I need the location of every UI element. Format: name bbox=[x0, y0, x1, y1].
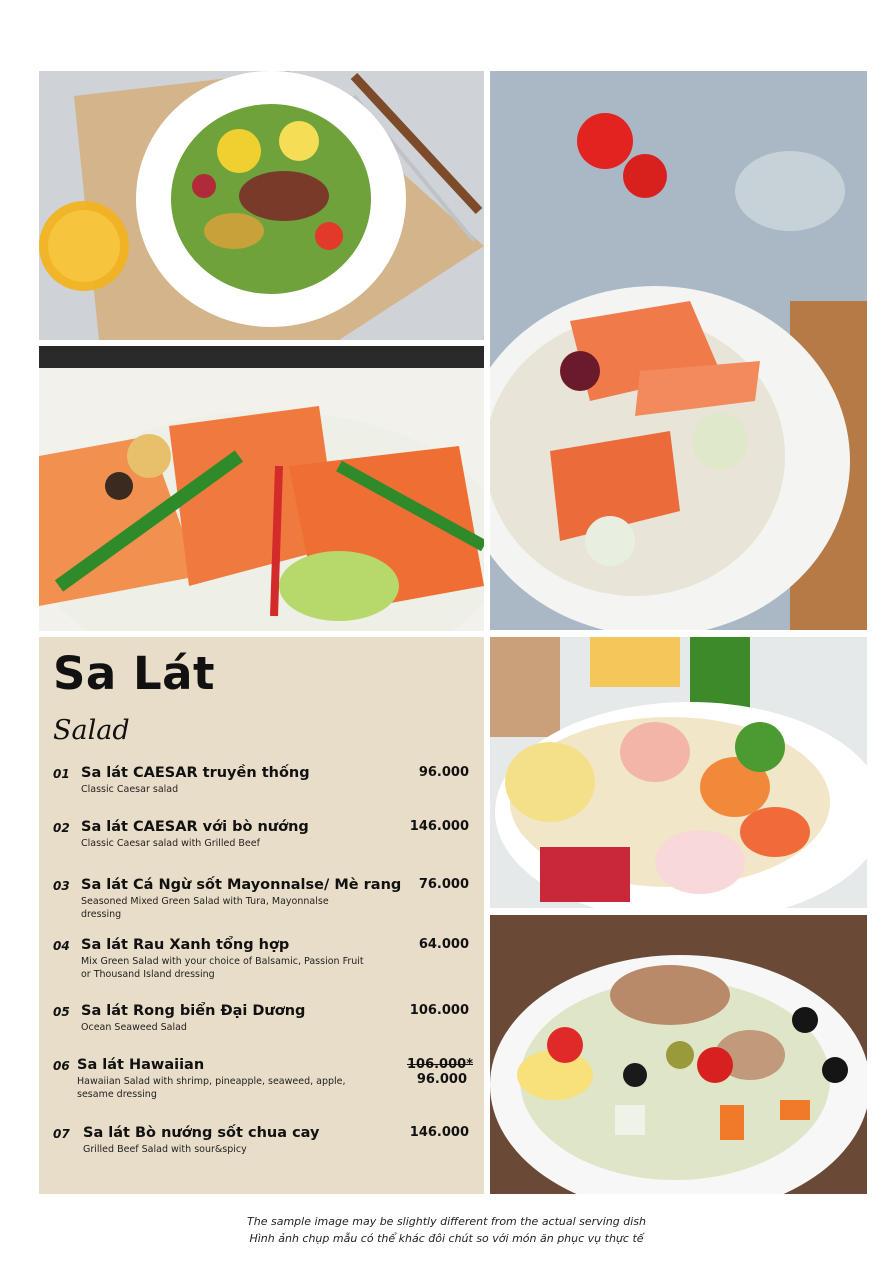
item-description: Seasoned Mixed Green Salad with Tura, Mayonnalse dressing bbox=[81, 896, 329, 920]
item-name: Sa lát CAESAR truyền thống bbox=[81, 765, 310, 781]
item-description: Mix Green Salad with your choice of Balsamic, Passion Fruit or Thousand Island dressing bbox=[81, 956, 364, 980]
item-name: Sa lát Hawaiian bbox=[77, 1057, 205, 1073]
item-price: 106.000 bbox=[409, 1003, 469, 1018]
item-number: 07 bbox=[53, 1127, 70, 1141]
crab-salad-photo bbox=[490, 71, 867, 630]
item-number: 05 bbox=[53, 1005, 70, 1019]
item-description: Classic Caesar salad bbox=[81, 784, 179, 795]
tuna-salad-photo bbox=[490, 915, 867, 1194]
item-name: Sa lát CAESAR với bò nướng bbox=[81, 819, 309, 835]
item-description: Ocean Seaweed Salad bbox=[81, 1022, 187, 1033]
item-price-block bbox=[407, 1057, 473, 1087]
menu-panel bbox=[39, 637, 484, 1194]
item-name: Sa lát Rong biển Đại Dương bbox=[81, 1003, 306, 1019]
item-number: 04 bbox=[53, 939, 70, 953]
item-price: 76.000 bbox=[418, 877, 469, 892]
item-price: 64.000 bbox=[418, 937, 469, 952]
fruit-salad-photo bbox=[490, 637, 867, 908]
item-name: Sa lát Rau Xanh tổng hợp bbox=[81, 937, 290, 953]
salmon-salad-photo bbox=[39, 346, 484, 631]
item-old-price: 106.000* bbox=[406, 1057, 473, 1072]
item-price: 146.000 bbox=[409, 1125, 469, 1140]
item-price: 96.000 bbox=[418, 765, 469, 780]
menu-title: Sa Lát bbox=[53, 647, 215, 700]
item-name: Sa lát Bò nướng sốt chua cay bbox=[83, 1125, 320, 1141]
footer-note-vi: Hình ảnh chụp mẫu có thể khác đôi chút so với món ăn phục vụ thực tế bbox=[249, 1232, 644, 1245]
beef-salad-photo bbox=[39, 71, 484, 340]
item-description: Hawaiian Salad with shrimp, pineapple, seaweed, apple, sesame dressing bbox=[77, 1076, 346, 1100]
item-description: Classic Caesar salad with Grilled Beef bbox=[81, 838, 260, 849]
footer-note-en: The sample image may be slightly different from the actual serving dish bbox=[247, 1215, 646, 1228]
item-description: Grilled Beef Salad with sour&spicy bbox=[83, 1144, 247, 1155]
item-price: 146.000 bbox=[409, 819, 469, 834]
item-name: Sa lát Cá Ngừ sốt Mayonnalse/ Mè rang bbox=[81, 877, 402, 893]
item-number: 02 bbox=[53, 821, 70, 835]
item-number: 01 bbox=[53, 767, 70, 781]
item-price: 96.000 bbox=[416, 1072, 467, 1087]
item-number: 06 bbox=[53, 1059, 70, 1073]
item-number: 03 bbox=[53, 879, 70, 893]
menu-subtitle: Salad bbox=[53, 715, 130, 746]
